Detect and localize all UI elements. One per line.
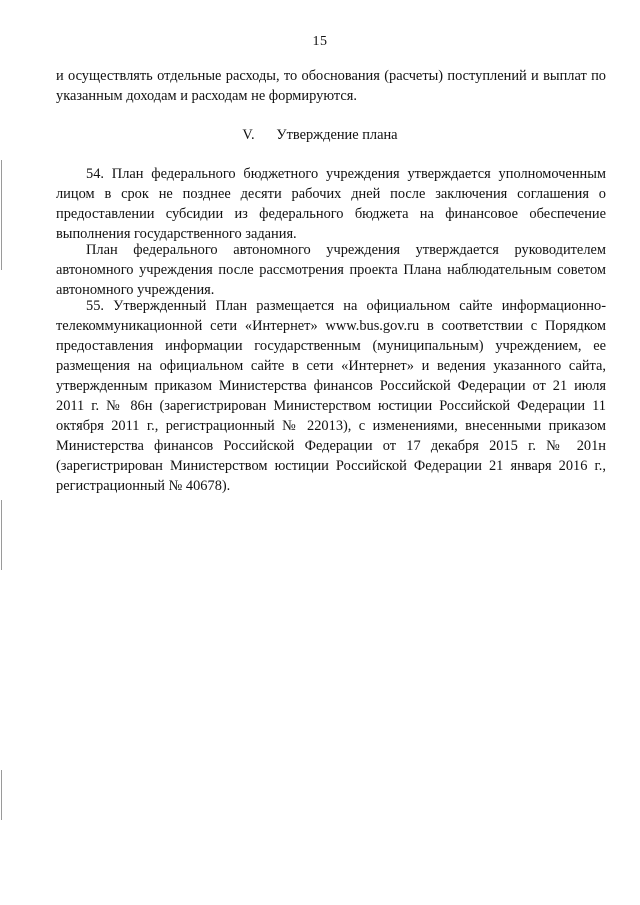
scan-edge-mark (1, 500, 2, 570)
section-number: V. (242, 127, 255, 143)
page-number: 15 (312, 34, 328, 49)
paragraph-55: 55. Утвержденный План размещается на официальном сайте информационно-телекоммуникационной сети «Интернет» www.bus.gov.ru в соответствии с Порядком предоставления информации государственным (муниципальным) учреждением, ее размещения на официальном сайте в сети «Интернет» и ведения указанного сайта, утвержденным приказом Министерства финансов Российской Федерации от 21 июля 2011 г. № 86н (зарегистрирован Министерством юстиции Российской Федерации 11 октября 2011 г., регистрационный № 22013), с изменениями, внесенными приказом Министерства финансов Российской Федерации от 17 декабря 2015 г. № 201н (зарегистрирован Министерством юстиции Российской Федерации 21 января 2016 г., регистрационный № 40678). (56, 298, 606, 494)
scan-edge-mark (1, 770, 2, 820)
continuation-paragraph: и осуществлять отдельные расходы, то обоснования (расчеты) поступлений и выплат по указанным доходам и расходам не формируются. (56, 68, 606, 104)
paragraph-54: 54. План федерального бюджетного учреждения утверждается уполномоченным лицом в срок не позднее десяти рабочих дней после заключения соглашения о предоставлении субсидии из федерального бюджета на финансовое обеспечение выполнения государственного задания. (56, 166, 606, 242)
section-title: Утверждение плана (276, 127, 398, 143)
paragraph-autonomous: План федерального автономного учреждения утверждается руководителем автономного учреждения после рассмотрения проекта Плана наблюдательным советом автономного учреждения. (56, 242, 606, 298)
section-heading (0, 125, 640, 145)
scan-edge-mark (1, 160, 2, 270)
